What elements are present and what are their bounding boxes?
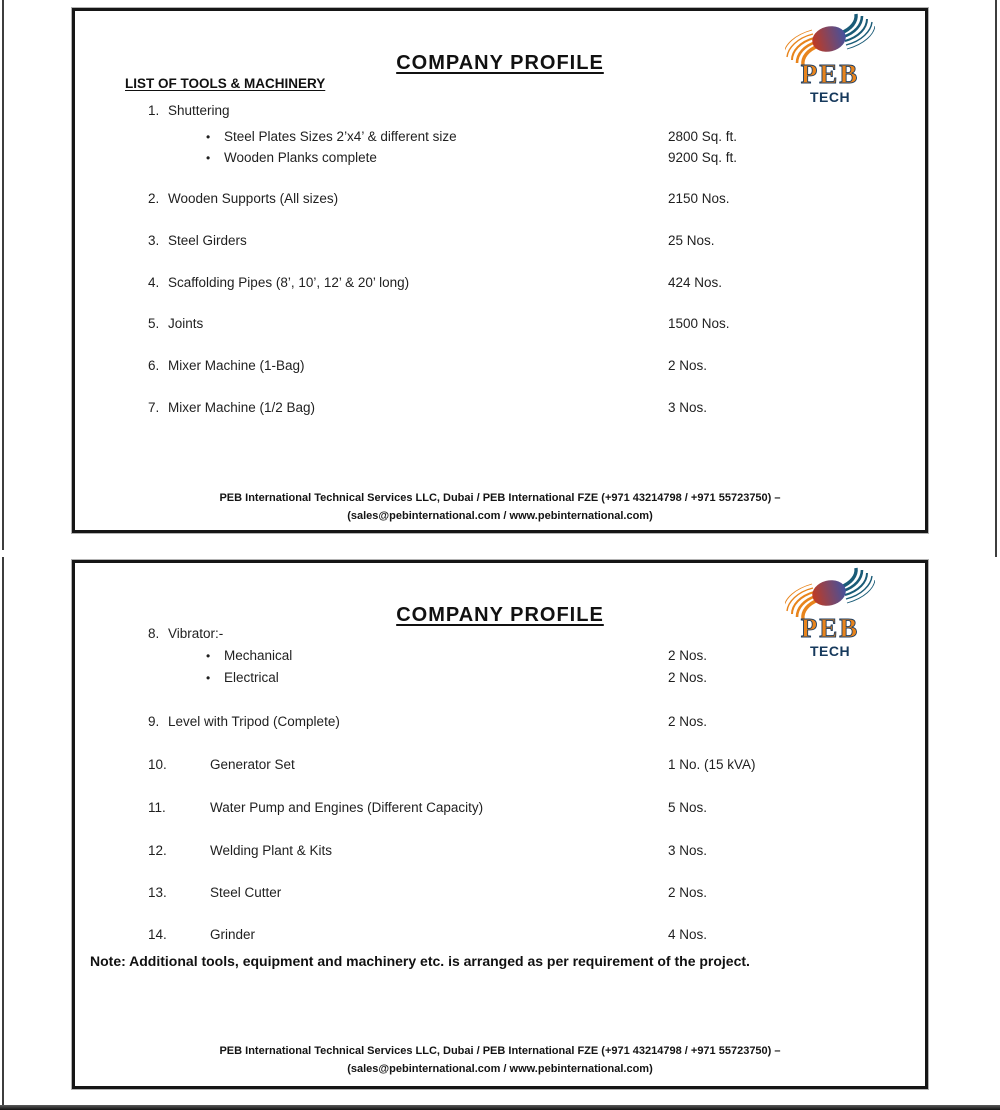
bullet-icon: • [206,671,211,685]
item-label: Steel Girders [168,233,247,248]
item-number: 4. [148,275,160,290]
list-item [75,927,925,945]
item-quantity: 2 Nos. [668,358,708,373]
item-number: 5. [148,316,160,331]
item-label: Mixer Machine (1/2 Bag) [168,400,316,415]
bullet-icon: • [206,130,211,144]
item-quantity: 2 Nos. [668,885,708,900]
adjacent-page-edge-right [995,0,997,557]
item-label: Joints [168,316,204,331]
list-item [75,714,925,732]
item-quantity: 3 Nos. [668,400,708,415]
item-label: Wooden Planks complete [224,150,377,165]
adjacent-page-edge-left-bottom [2,557,4,1106]
blue-swoosh-icon [841,14,875,49]
adjacent-page-edge-left-top [2,0,4,550]
list-item [75,358,925,376]
logo-peb-text: PEB [800,59,860,89]
item-quantity: 1 No. (15 kVA) [668,757,756,772]
item-quantity: 9200 Sq. ft. [668,150,738,165]
bullet-icon: • [206,151,211,165]
item-number: 8. [148,626,160,641]
list-item [75,757,925,775]
page-footer [75,1042,925,1078]
item-quantity: 424 Nos. [668,275,723,290]
item-number: 11. [148,800,166,815]
item-number: 9. [148,714,160,729]
list-item [75,103,925,121]
item-number: 3. [148,233,160,248]
item-number: 10. [148,757,167,772]
item-quantity: 2800 Sq. ft. [668,129,738,144]
item-number: 14. [148,927,167,942]
bullet-icon: • [206,649,211,663]
item-quantity: 1500 Nos. [668,316,730,331]
logo-tech-text: TECH [809,643,851,659]
item-label: Steel Cutter [210,885,282,900]
item-label: Steel Plates Sizes 2’x4’ & different size [224,129,457,144]
page-footer [75,489,925,525]
page-title: COMPANY PROFILE [396,52,604,74]
item-label: Electrical [224,670,279,685]
item-quantity: 2 Nos. [668,714,708,729]
list-item [75,626,925,644]
item-quantity: 25 Nos. [668,233,715,248]
item-label: Wooden Supports (All sizes) [168,191,339,206]
item-number: 1. [148,103,160,118]
window-bottom-edge [0,1105,1000,1110]
document-page-1 [72,8,928,533]
item-label: Generator Set [210,757,295,772]
logo-tech-text: TECH [809,89,851,105]
item-number: 2. [148,191,160,206]
footer-line-1: PEB International Technical Services LLC, Dubai / PEB International FZE (+971 43214798 / +971 55723750) – [219,492,781,504]
note-text: Note: Additional tools, equipment and machinery etc. is arranged as per requirement of the project. [90,953,750,969]
list-subitem [75,648,925,666]
item-number: 7. [148,400,160,415]
item-quantity: 4 Nos. [668,927,708,942]
item-quantity: 5 Nos. [668,800,708,815]
footer-line-2: (sales@pebinternational.com / www.pebinternational.com) [347,510,653,522]
item-quantity: 3 Nos. [668,843,708,858]
item-label: Water Pump and Engines (Different Capacity) [210,800,484,815]
item-label: Vibrator:- [168,626,224,641]
footer-line-1: PEB International Technical Services LLC, Dubai / PEB International FZE (+971 43214798 / +971 55723750) – [219,1045,781,1057]
item-label: Level with Tripod (Complete) [168,714,340,729]
document-page-2 [72,560,928,1089]
list-item [75,316,925,334]
item-label: Scaffolding Pipes (8’, 10’, 12’ & 20’ long) [168,275,410,290]
list-item [75,843,925,861]
item-label: Mechanical [224,648,293,663]
list-item [75,233,925,251]
list-subitem [75,670,925,688]
item-number: 12. [148,843,167,858]
item-label: Mixer Machine (1-Bag) [168,358,305,373]
item-quantity: 2 Nos. [668,670,708,685]
footer-line-2: (sales@pebinternational.com / www.pebinternational.com) [347,1063,653,1075]
list-item [75,800,925,818]
list-item [75,400,925,418]
list-item [75,885,925,903]
item-number: 13. [148,885,167,900]
list-item [75,191,925,209]
item-label: Shuttering [168,103,230,118]
list-subitem [75,150,925,168]
page-title: COMPANY PROFILE [396,604,604,626]
list-subitem [75,129,925,147]
item-label: Welding Plant & Kits [210,843,333,858]
list-item [75,275,925,293]
blue-swoosh-icon [841,568,875,603]
item-quantity: 2 Nos. [668,648,708,663]
item-number: 6. [148,358,160,373]
logo-globe-icon [809,23,848,55]
section-heading: LIST OF TOOLS & MACHINERY [125,76,326,91]
item-label: Grinder [210,927,256,942]
logo-peb-text: PEB [800,613,860,643]
item-quantity: 2150 Nos. [668,191,730,206]
